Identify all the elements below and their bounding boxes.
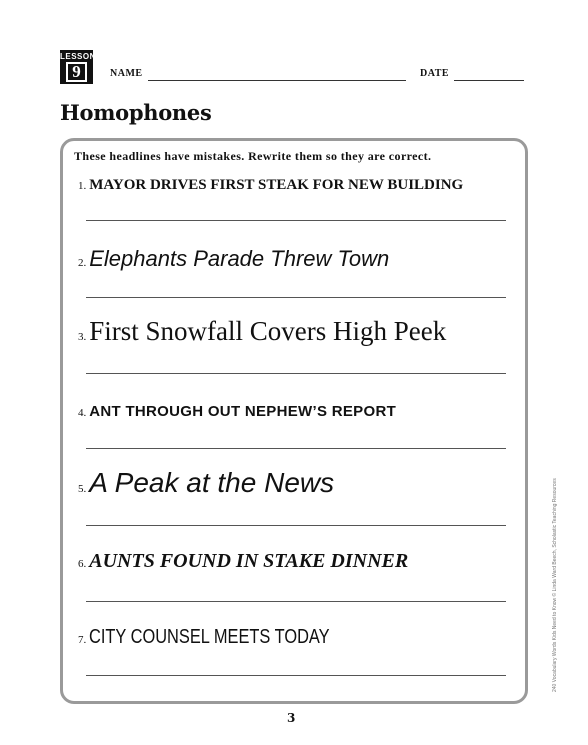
page-number: 3 (287, 711, 296, 725)
name-field[interactable] (148, 80, 406, 81)
answer-line-3[interactable] (86, 373, 506, 374)
worksheet-header (60, 50, 530, 90)
headline-text: MAYOR DRIVES FIRST STEAK FOR NEW BUILDING (89, 177, 464, 193)
headline-item-7 (78, 626, 383, 649)
headline-item-3 (78, 316, 446, 347)
headline-item-2 (78, 246, 389, 272)
lesson-number: 9 (66, 62, 87, 82)
lesson-label: LESSON (60, 52, 96, 61)
headline-item-6 (78, 550, 408, 573)
answer-line-4[interactable] (86, 448, 506, 449)
headline-item-5 (78, 467, 334, 499)
exercise-box (60, 138, 528, 704)
headline-text: ANT THROUGH OUT NEPHEW’S REPORT (89, 403, 397, 420)
answer-line-5[interactable] (86, 525, 506, 526)
answer-line-2[interactable] (86, 297, 506, 298)
answer-line-1[interactable] (86, 220, 506, 221)
page-title: Homophones (60, 100, 212, 125)
headline-text: A Peak at the News (89, 467, 335, 498)
answer-line-6[interactable] (86, 601, 506, 602)
headline-text: First Snowfall Covers High Peek (89, 316, 447, 346)
item-number: 4. (78, 407, 87, 419)
answer-line-7[interactable] (86, 675, 506, 676)
headline-item-4 (78, 403, 396, 421)
headline-item-1 (78, 176, 463, 194)
lesson-badge (60, 50, 96, 84)
date-label: DATE (420, 68, 450, 79)
item-number: 5. (78, 483, 87, 495)
headline-text: AUNTS FOUND IN STAKE DINNER (89, 550, 409, 572)
name-label: NAME (110, 68, 143, 79)
item-number: 2. (78, 257, 87, 269)
headline-text: Elephants Parade Threw Town (89, 246, 390, 271)
item-number: 1. (78, 180, 87, 192)
date-field[interactable] (454, 80, 524, 81)
side-credit: 240 Vocabulary Words Kids Need to Know © Linda Ward Beech, Scholastic Teaching Resources (552, 478, 558, 692)
instructions: These headlines have mistakes. Rewrite them so they are correct. (74, 149, 432, 163)
item-number: 3. (78, 331, 87, 343)
item-number: 6. (78, 558, 87, 570)
item-number: 7. (78, 634, 87, 646)
headline-text: CITY COUNSEL MEETS TODAY (89, 626, 330, 648)
